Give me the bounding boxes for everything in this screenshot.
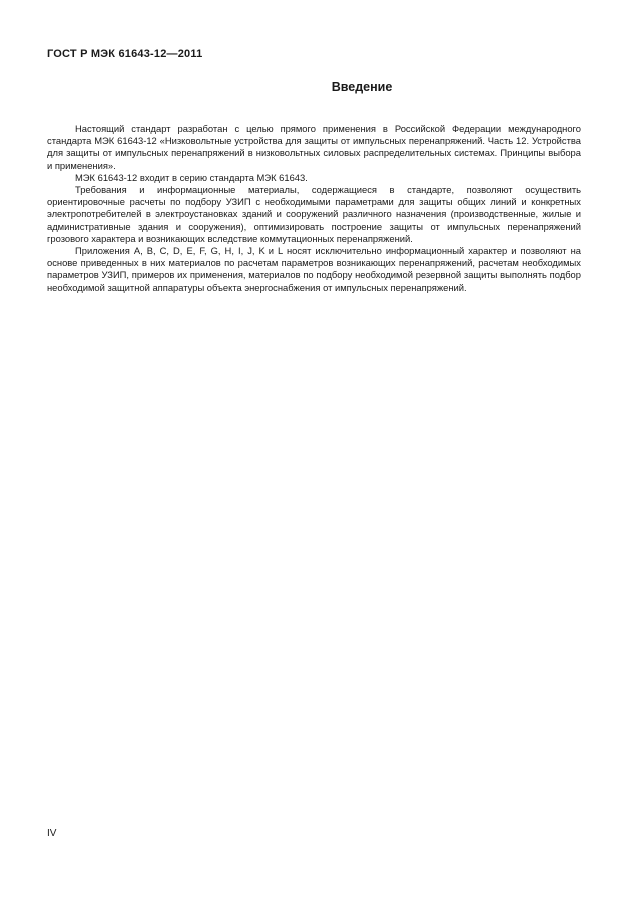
section-title: Введение bbox=[331, 80, 393, 94]
paragraph-requirements: Требования и информационные материалы, содержащиеся в стандарте, позволяют осуществить ориентировочные расчеты по подбору УЗИП с необходимыми параметрами для защиты общих линий и конкретных электропотребителей в электроустановках зданий и сооружений различного назначения (производственные, жилые и административные здания и сооружения), оптимизировать построение защиты от импульсных перенапряжений грозового характера и возникающих вследствие коммутационных перенапряжений. bbox=[47, 184, 581, 244]
paragraph-series: МЭК 61643-12 входит в серию стандарта МЭК 61643. bbox=[75, 171, 308, 183]
introduction-body bbox=[47, 123, 581, 294]
paragraph-purpose: Настоящий стандарт разработан с целью прямого применения в Российской Федерации международного стандарта МЭК 61643-12 «Низковольтные устройства для защиты от импульсных перенапряжений. Часть 12. Устройства для защиты от импульсных перенапряжений в низковольтных силовых распределительных системах. Принципы выбора и применения». bbox=[47, 123, 581, 171]
paragraph-annexes: Приложения A, B, C, D, E, F, G, H, I, J, K и L носят исключительно информационный характер и позволяют на основе приведенных в них материалов по расчетам параметров возникающих перенапряжений, расчетам необходимых параметров УЗИП, примеров их применения, материалов по подбору необходимой резервной защиты выполнять подбор необходимой защитной аппаратуры объекта энергоснабжения от импульсных перенапряжений. bbox=[47, 245, 581, 293]
document-header: ГОСТ Р МЭК 61643-12—2011 bbox=[47, 48, 203, 60]
page-number: IV bbox=[47, 828, 57, 839]
